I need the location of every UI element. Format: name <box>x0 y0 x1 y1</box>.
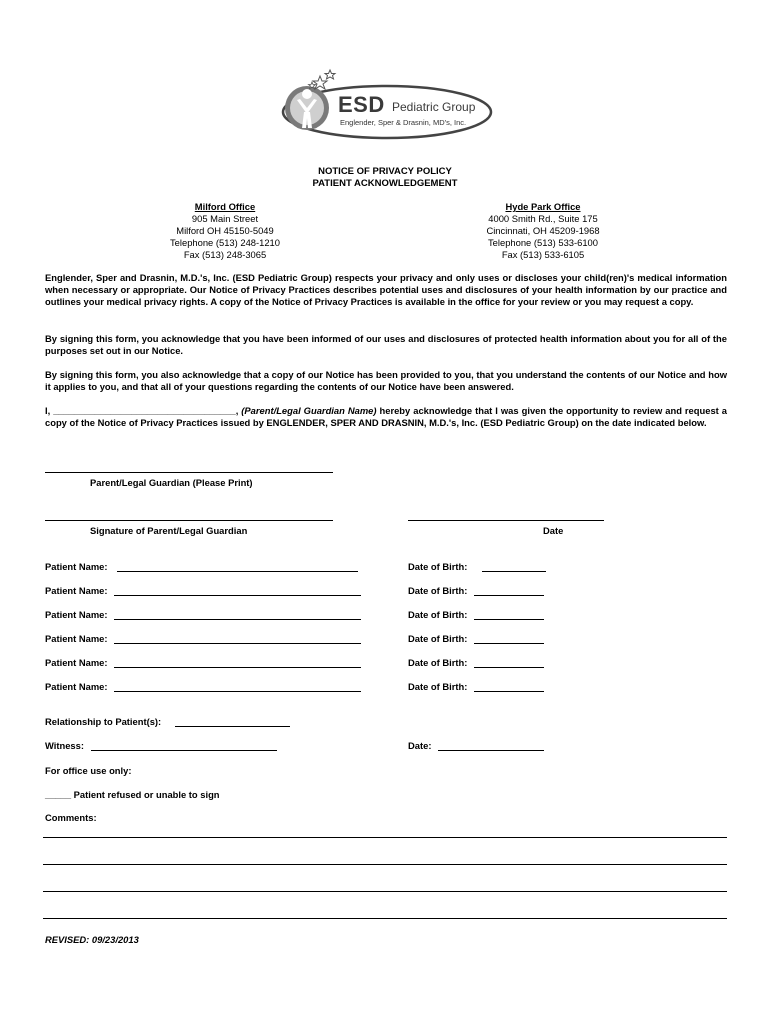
comment-line-3[interactable] <box>43 891 727 892</box>
patient-name-label: Patient Name: <box>45 657 108 668</box>
patient-name-line[interactable] <box>114 595 361 596</box>
date-of-birth-line[interactable] <box>474 643 544 644</box>
hyde-park-city: Cincinnati, OH 45209-1968 <box>486 225 600 236</box>
office-use-label: For office use only: <box>45 765 132 776</box>
relationship-label: Relationship to Patient(s): <box>45 716 162 727</box>
date-of-birth-label: Date of Birth: <box>408 633 468 644</box>
guardian-statement-end: hereby acknowledge that I was given the opportunity to review and request a copy of the Notice of Privacy Practices issued by ENGLENDER, SPER AND DRASNIN, M.D.'s, Inc. (ESD Pediatric Group) on the date indicated below. <box>45 405 727 428</box>
hyde-park-office-name: Hyde Park Office <box>505 201 581 212</box>
title-line-1: NOTICE OF PRIVACY POLICY <box>318 166 452 177</box>
patient-name-line[interactable] <box>114 667 361 668</box>
patient-name-line[interactable] <box>117 571 358 572</box>
logo-group: Pediatric Group <box>392 100 476 114</box>
witness-line[interactable] <box>91 750 277 751</box>
hyde-park-fax: Fax (513) 533-6105 <box>501 249 585 260</box>
date-of-birth-label: Date of Birth: <box>408 609 468 620</box>
hyde-park-office-block <box>458 201 628 261</box>
hyde-park-phone: Telephone (513) 533-6100 <box>488 237 598 248</box>
patient-refused-field[interactable]: _____ Patient refused or unable to sign <box>45 789 220 800</box>
comment-line-2[interactable] <box>43 864 727 865</box>
witness-date-label: Date: <box>408 740 432 751</box>
patient-name-label: Patient Name: <box>45 681 108 692</box>
revised-date: REVISED: 09/23/2013 <box>45 934 139 945</box>
acknowledge-paragraph: By signing this form, you acknowledge that you have been informed of our uses and disclosures of protected health information about you for all of the purposes set out in our Notice. <box>45 333 727 356</box>
witness-label: Witness: <box>45 740 84 751</box>
guardian-print-label: Parent/Legal Guardian (Please Print) <box>90 477 253 488</box>
patient-name-label: Patient Name: <box>45 633 108 644</box>
milford-office-block <box>140 201 310 261</box>
milford-city: Milford OH 45150-5049 <box>176 225 274 236</box>
signature-date-label: Date <box>543 525 564 536</box>
date-of-birth-line[interactable] <box>474 619 544 620</box>
comment-line-1[interactable] <box>43 837 727 838</box>
date-of-birth-line[interactable] <box>474 595 544 596</box>
relationship-line[interactable] <box>175 726 290 727</box>
hyde-park-street: 4000 Smith Rd., Suite 175 <box>488 213 598 224</box>
guardian-statement <box>45 405 727 429</box>
guardian-statement-start: I, ___________________________________, <box>45 405 242 416</box>
guardian-name-hint: (Parent/Legal Guardian Name) <box>241 405 377 416</box>
date-of-birth-line[interactable] <box>474 667 544 668</box>
date-of-birth-label: Date of Birth: <box>408 657 468 668</box>
milford-fax: Fax (513) 248-3065 <box>183 249 267 260</box>
milford-phone: Telephone (513) 248-1210 <box>170 237 280 248</box>
guardian-signature-line[interactable] <box>45 520 333 521</box>
witness-date-line[interactable] <box>438 750 544 751</box>
date-of-birth-label: Date of Birth: <box>408 681 468 692</box>
comment-line-4[interactable] <box>43 918 727 919</box>
guardian-signature-label: Signature of Parent/Legal Guardian <box>90 525 248 536</box>
signature-date-line[interactable] <box>408 520 604 521</box>
privacy-paragraph: Englender, Sper and Drasnin, M.D.'s, Inc. (ESD Pediatric Group) respects your privacy and only uses or discloses your child(ren)'s medical information when necessary or appropriate. Our Notice of Privacy Practices describes potential uses and disclosures of your health information by our practice and outlines your medical privacy rights. A copy of the Notice of Privacy Practices is available in the office for your review or you may request a copy. <box>45 272 727 307</box>
copy-provided-paragraph: By signing this form, you also acknowledge that a copy of our Notice has been provided to you, that you understand the contents of our Notice and how it applies to you, and that all of your questions regarding the contents of our Notice have been answered. <box>45 369 727 392</box>
patient-name-line[interactable] <box>114 643 361 644</box>
patient-name-line[interactable] <box>114 691 361 692</box>
date-of-birth-label: Date of Birth: <box>408 585 468 596</box>
patient-name-line[interactable] <box>114 619 361 620</box>
comments-label: Comments: <box>45 812 97 823</box>
date-of-birth-line[interactable] <box>474 691 544 692</box>
logo-brand: ESD <box>338 92 385 117</box>
milford-street: 905 Main Street <box>191 213 259 224</box>
patient-name-label: Patient Name: <box>45 609 108 620</box>
milford-office-name: Milford Office <box>194 201 256 212</box>
date-of-birth-label: Date of Birth: <box>408 561 468 572</box>
patient-name-label: Patient Name: <box>45 561 108 572</box>
logo-subtitle: Englender, Sper & Drasnin, MD's, Inc. <box>340 118 467 127</box>
patient-name-label: Patient Name: <box>45 585 108 596</box>
guardian-print-line[interactable] <box>45 472 333 473</box>
title-line-2: PATIENT ACKNOWLEDGEMENT <box>312 178 458 189</box>
date-of-birth-line[interactable] <box>482 571 546 572</box>
logo <box>280 68 495 148</box>
document-title <box>0 166 770 190</box>
